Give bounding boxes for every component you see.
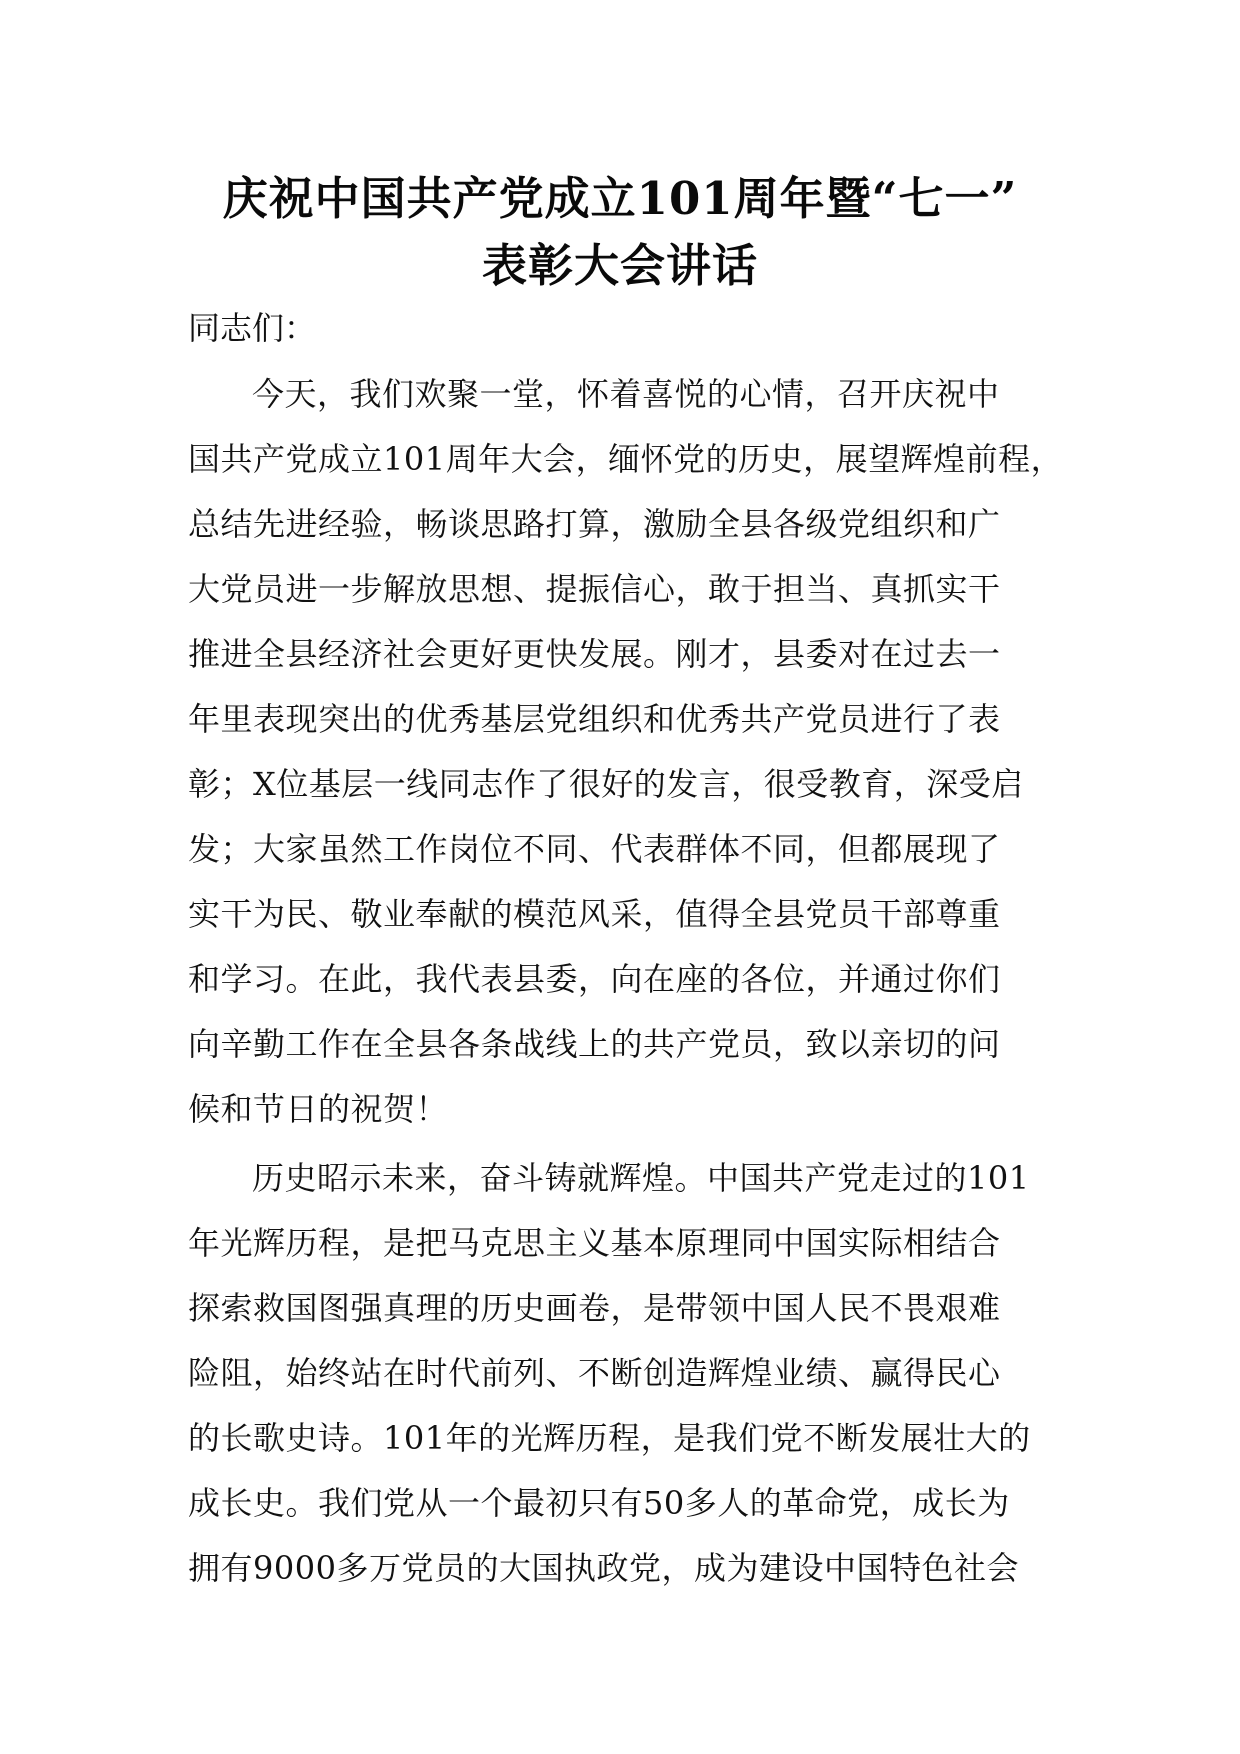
paragraph-line: 今天，我们欢聚一堂，怀着喜悦的心情，召开庆祝中 xyxy=(252,375,1000,413)
paragraph-line: 险阻，始终站在时代前列、不断创造辉煌业绩、赢得民心 xyxy=(188,1354,1001,1392)
paragraph-line: 实干为民、敬业奉献的模范风采，值得全县党员干部尊重 xyxy=(188,895,1001,933)
paragraph-line: 国共产党成立101周年大会，缅怀党的历史，展望辉煌前程， xyxy=(188,440,1064,478)
paragraph-line: 彰；X位基层一线同志作了很好的发言，很受教育，深受启 xyxy=(188,765,1024,803)
paragraph-line: 总结先进经验，畅谈思路打算，激励全县各级党组织和广 xyxy=(188,505,1001,543)
paragraph-line: 年光辉历程，是把马克思主义基本原理同中国实际相结合 xyxy=(188,1224,1001,1262)
paragraph-line: 成长史。我们党从一个最初只有50多人的革命党，成长为 xyxy=(188,1484,1010,1522)
paragraph-line: 探索救国图强真理的历史画卷，是带领中国人民不畏艰难 xyxy=(188,1289,1001,1327)
paragraph-line: 大党员进一步解放思想、提振信心，敢于担当、真抓实干 xyxy=(188,570,1001,608)
paragraph-line: 和学习。在此，我代表县委，向在座的各位，并通过你们 xyxy=(188,960,1001,998)
paragraph-line: 候和节日的祝贺！ xyxy=(188,1090,449,1128)
paragraph-line: 发；大家虽然工作岗位不同、代表群体不同，但都展现了 xyxy=(188,830,1001,868)
paragraph-1 xyxy=(188,362,1088,1142)
document-title-line-2: 表彰大会讲话 xyxy=(481,239,758,292)
paragraph-line: 年里表现突出的优秀基层党组织和优秀共产党员进行了表 xyxy=(188,700,1001,738)
paragraph-line: 历史昭示未来，奋斗铸就辉煌。中国共产党走过的101 xyxy=(252,1159,1030,1197)
document-title-line-1: 庆祝中国共产党成立101周年暨“七一” xyxy=(222,172,1018,225)
paragraph-line: 向辛勤工作在全县各条战线上的共产党员，致以亲切的问 xyxy=(188,1025,1001,1063)
paragraph-line: 的长歌史诗。101年的光辉历程，是我们党不断发展壮大的 xyxy=(188,1419,1031,1457)
salutation: 同志们： xyxy=(188,309,317,347)
paragraph-line: 推进全县经济社会更好更快发展。刚才，县委对在过去一 xyxy=(188,635,1001,673)
paragraph-2 xyxy=(188,1146,1088,1601)
paragraph-line: 拥有9000多万党员的大国执政党，成为建设中国特色社会 xyxy=(188,1549,1019,1587)
